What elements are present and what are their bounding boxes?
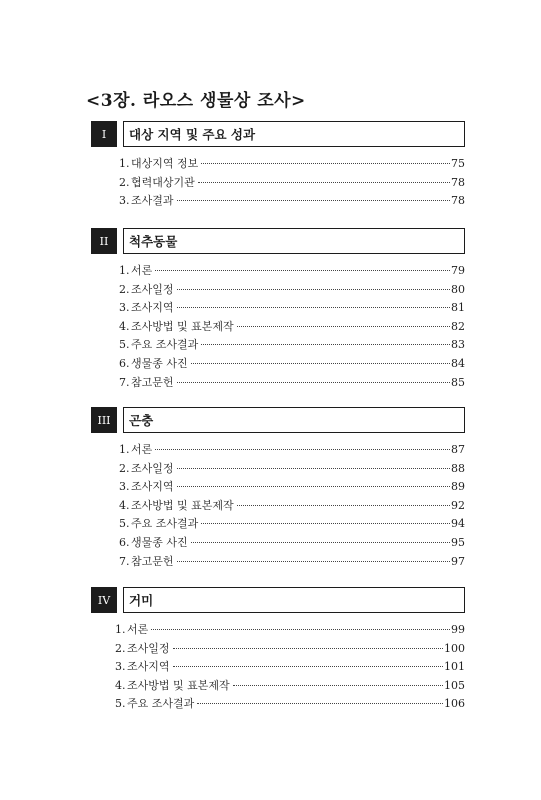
- entry-page-number: 106: [444, 697, 465, 711]
- entry-label: 조사지역: [127, 660, 170, 674]
- entry-number: 1.: [119, 264, 130, 277]
- section-title: 곤충: [123, 407, 465, 433]
- toc-section-3: [91, 407, 465, 571]
- toc-entry[interactable]: [119, 155, 465, 174]
- entry-page-number: 97: [451, 554, 465, 568]
- entry-label: 대상지역 정보: [131, 157, 199, 170]
- entry-label: 주요 조사결과: [127, 697, 195, 711]
- entry-label: 생물종 사진: [131, 356, 188, 370]
- entry-label: 조사방법 및 표본제작: [127, 678, 230, 692]
- entry-label: 서론: [127, 623, 149, 636]
- section-title: 대상 지역 및 주요 성과: [123, 121, 465, 147]
- dot-leader: [177, 200, 450, 201]
- dot-leader: [197, 703, 443, 704]
- toc-entry[interactable]: [119, 374, 465, 393]
- dot-leader: [177, 486, 450, 487]
- dot-leader: [237, 505, 450, 506]
- toc-section-2: [91, 228, 465, 392]
- dot-leader: [191, 542, 450, 543]
- entry-number: 3.: [119, 194, 130, 208]
- entry-page-number: 81: [451, 301, 465, 315]
- entry-page-number: 80: [451, 282, 465, 296]
- entry-page-number: 100: [444, 641, 465, 655]
- entry-page-number: 88: [451, 461, 465, 475]
- entry-label: 참고문헌: [131, 554, 174, 568]
- toc-entry[interactable]: [119, 281, 465, 300]
- entry-label: 조사지역: [131, 480, 174, 494]
- toc-entry[interactable]: [115, 621, 465, 640]
- toc-entry[interactable]: [119, 174, 465, 193]
- toc-entry[interactable]: [119, 497, 465, 516]
- dot-leader: [173, 666, 443, 667]
- entry-page-number: 84: [451, 356, 465, 370]
- toc-entry[interactable]: [115, 677, 465, 696]
- entry-number: 2.: [119, 461, 130, 475]
- entry-page-number: 99: [451, 623, 465, 636]
- entry-page-number: 75: [451, 157, 465, 170]
- dot-leader: [201, 344, 450, 345]
- toc-entry[interactable]: [115, 640, 465, 659]
- entry-label: 조사방법 및 표본제작: [131, 319, 234, 333]
- entry-page-number: 92: [451, 498, 465, 512]
- entry-number: 2.: [115, 641, 126, 655]
- entry-number: 1.: [119, 443, 130, 456]
- toc-entry[interactable]: [119, 336, 465, 355]
- entry-number: 1.: [115, 623, 126, 636]
- dot-leader: [177, 382, 450, 383]
- section-items: [115, 621, 465, 714]
- entry-label: 생물종 사진: [131, 535, 188, 549]
- section-header: [91, 121, 465, 147]
- section-number-badge: I: [91, 121, 117, 147]
- entry-page-number: 87: [451, 443, 465, 456]
- dot-leader: [155, 270, 450, 271]
- entry-number: 5.: [119, 517, 130, 531]
- entry-label: 서론: [131, 443, 153, 456]
- section-items: [119, 441, 465, 571]
- section-title: 거미: [123, 587, 465, 613]
- entry-label: 참고문헌: [131, 375, 174, 389]
- entry-label: 조사결과: [131, 194, 174, 208]
- toc-entry[interactable]: [119, 355, 465, 374]
- toc-entry[interactable]: [119, 299, 465, 318]
- toc-entry[interactable]: [119, 553, 465, 572]
- entry-label: 주요 조사결과: [131, 338, 199, 352]
- dot-leader: [177, 289, 450, 290]
- entry-number: 4.: [119, 498, 130, 512]
- entry-number: 5.: [115, 697, 126, 711]
- section-number-badge: III: [91, 407, 117, 433]
- toc-entry[interactable]: [119, 192, 465, 211]
- entry-number: 6.: [119, 356, 130, 370]
- section-header: [91, 407, 465, 433]
- toc-entry[interactable]: [119, 460, 465, 479]
- toc-entry[interactable]: [119, 262, 465, 281]
- dot-leader: [233, 685, 443, 686]
- entry-label: 조사방법 및 표본제작: [131, 498, 234, 512]
- entry-page-number: 95: [451, 535, 465, 549]
- entry-page-number: 94: [451, 517, 465, 531]
- entry-number: 2.: [119, 282, 130, 296]
- entry-label: 조사일정: [127, 641, 170, 655]
- section-number-badge: IV: [91, 587, 117, 613]
- entry-page-number: 101: [444, 660, 465, 674]
- toc-entry[interactable]: [115, 695, 465, 714]
- section-title: 척추동물: [123, 228, 465, 254]
- dot-leader: [201, 163, 450, 164]
- section-items: [119, 262, 465, 392]
- entry-label: 주요 조사결과: [131, 517, 199, 531]
- entry-page-number: 79: [451, 264, 465, 277]
- toc-section-4: [91, 587, 465, 714]
- entry-number: 3.: [119, 301, 130, 315]
- section-number-badge: II: [91, 228, 117, 254]
- toc-entry[interactable]: [119, 478, 465, 497]
- dot-leader: [177, 468, 450, 469]
- dot-leader: [191, 363, 450, 364]
- entry-page-number: 78: [451, 194, 465, 208]
- toc-entry[interactable]: [119, 515, 465, 534]
- entry-number: 7.: [119, 375, 130, 389]
- entry-page-number: 83: [451, 338, 465, 352]
- dot-leader: [151, 629, 450, 630]
- entry-label: 조사일정: [131, 282, 174, 296]
- entry-number: 5.: [119, 338, 130, 352]
- toc-entry[interactable]: [115, 658, 465, 677]
- entry-number: 3.: [119, 480, 130, 494]
- entry-page-number: 78: [451, 175, 465, 189]
- entry-number: 4.: [119, 319, 130, 333]
- toc-entry[interactable]: [119, 534, 465, 553]
- page-title: <3장. 라오스 생물상 조사>: [86, 91, 306, 111]
- entry-page-number: 85: [451, 375, 465, 389]
- entry-page-number: 89: [451, 480, 465, 494]
- section-header: [91, 587, 465, 613]
- entry-number: 1.: [119, 157, 130, 170]
- entry-label: 서론: [131, 264, 153, 277]
- dot-leader: [155, 449, 450, 450]
- dot-leader: [198, 182, 450, 183]
- section-header: [91, 228, 465, 254]
- toc-entry[interactable]: [119, 441, 465, 460]
- dot-leader: [173, 648, 443, 649]
- entry-label: 조사일정: [131, 461, 174, 475]
- dot-leader: [177, 307, 450, 308]
- entry-label: 협력대상기관: [131, 175, 195, 189]
- entry-label: 조사지역: [131, 301, 174, 315]
- entry-number: 7.: [119, 554, 130, 568]
- entry-page-number: 105: [444, 678, 465, 692]
- entry-number: 3.: [115, 660, 126, 674]
- entry-number: 2.: [119, 175, 130, 189]
- entry-number: 4.: [115, 678, 126, 692]
- dot-leader: [237, 326, 450, 327]
- section-items: [119, 155, 465, 211]
- entry-number: 6.: [119, 535, 130, 549]
- toc-section-1: [91, 121, 465, 211]
- toc-entry[interactable]: [119, 318, 465, 337]
- dot-leader: [177, 561, 450, 562]
- entry-page-number: 82: [451, 319, 465, 333]
- dot-leader: [201, 523, 450, 524]
